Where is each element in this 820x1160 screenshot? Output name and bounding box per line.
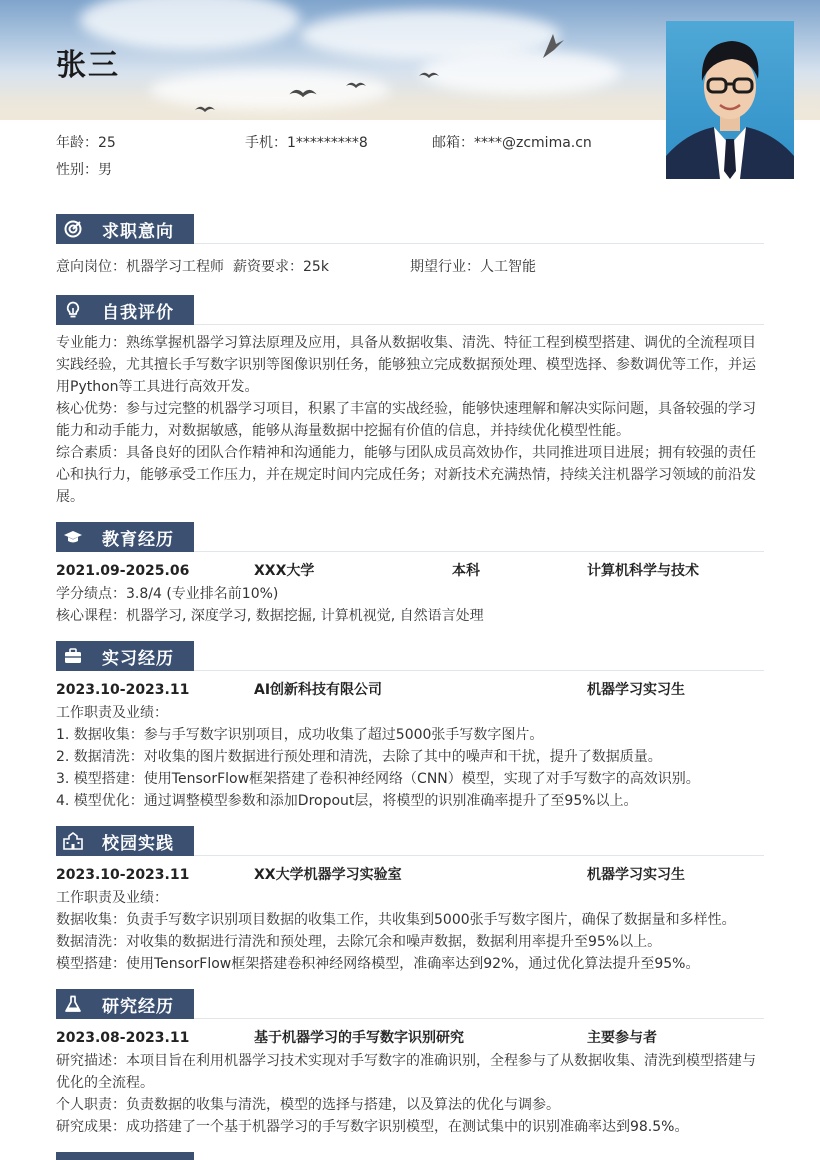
campus-date: 2023.10-2023.11 bbox=[56, 867, 190, 883]
flask-icon bbox=[58, 995, 88, 1013]
section-title: 求职意向 bbox=[102, 221, 174, 242]
internship-role: 机器学习实习生 bbox=[587, 682, 685, 698]
company-name: AI创新科技有限公司 bbox=[254, 682, 383, 698]
section-title: 教育经历 bbox=[102, 529, 174, 550]
education-date: 2021.09-2025.06 bbox=[56, 563, 190, 579]
section-header-education bbox=[56, 522, 194, 552]
section-header-campus bbox=[56, 826, 194, 856]
research-project: 基于机器学习的手写数字识别研究 bbox=[254, 1030, 464, 1046]
gpa-line: 学分绩点：3.8/4 (专业排名前10%) bbox=[56, 586, 279, 602]
school-building-icon bbox=[58, 832, 88, 850]
text-line: 3. 模型搭建：使用TensorFlow框架搭建了卷积神经网络（CNN）模型，实现了对手写数字的高效识别。 bbox=[56, 771, 700, 787]
section-divider bbox=[56, 551, 764, 552]
email-info: 邮箱：****@zcmima.cn bbox=[432, 135, 592, 151]
section-header-research bbox=[56, 989, 194, 1019]
text-line: 用Python等工具进行高效开发。 bbox=[56, 379, 259, 395]
bird-icon bbox=[418, 70, 440, 80]
gender-info: 性别：男 bbox=[56, 162, 112, 178]
intended-position: 意向岗位：机器学习工程师 bbox=[56, 259, 224, 275]
text-line: 能力和动手能力，对数据敏感，能够从海量数据中挖掘有价值的信息，并持续优化模型性能。 bbox=[56, 423, 630, 439]
section-title: 自我评价 bbox=[102, 302, 174, 323]
section-title: 校园实践 bbox=[102, 833, 174, 854]
lightbulb-icon bbox=[58, 301, 88, 319]
campus-org: XX大学机器学习实验室 bbox=[254, 867, 402, 883]
text-line: 2. 数据清洗：对收集的图片数据进行预处理和清洗，去除了其中的噪声和干扰，提升了数据质量。 bbox=[56, 749, 662, 765]
profile-photo bbox=[666, 21, 794, 179]
section-divider bbox=[56, 855, 764, 856]
section-divider bbox=[56, 324, 764, 325]
text-line: 模型搭建：使用TensorFlow框架搭建卷积神经网络模型，准确率达到92%，通过优化算法提升至95%。 bbox=[56, 956, 700, 972]
text-line: 核心优势：参与过完整的机器学习项目，积累了丰富的实战经验，能够快速理解和解决实际问题，具备较强的学习 bbox=[56, 401, 756, 417]
text-line: 综合素质：具备良好的团队合作精神和沟通能力，能够与团队成员高效协作，共同推进项目进展；拥有较强的责任 bbox=[56, 445, 756, 461]
text-line: 实践经验，尤其擅长手写数字识别等图像识别任务，能够独立完成数据预处理、模型选择、参数调优等工作，并运 bbox=[56, 357, 756, 373]
text-line: 心和执行力，能够承受工作压力，并在规定时间内完成任务；对新技术充满热情，持续关注机器学习领域的前沿发 bbox=[56, 467, 756, 483]
internship-date: 2023.10-2023.11 bbox=[56, 682, 190, 698]
phone-info: 手机：1*********8 bbox=[245, 135, 368, 151]
expected-industry: 期望行业：人工智能 bbox=[410, 259, 536, 275]
internship-details bbox=[56, 702, 766, 812]
research-date: 2023.08-2023.11 bbox=[56, 1030, 190, 1046]
text-line: 数据收集：负责手写数字识别项目数据的收集工作，共收集到5000张手写数字图片，确保了数据量和多样性。 bbox=[56, 912, 736, 928]
text-line: 工作职责及业绩： bbox=[56, 890, 168, 906]
section-header-intention bbox=[56, 214, 194, 244]
text-line: 研究成果：成功搭建了一个基于机器学习的手写数字识别模型，在测试集中的识别准确率达到98.5%。 bbox=[56, 1119, 689, 1135]
text-line: 1. 数据收集：参与手写数字识别项目，成功收集了超过5000张手写数字图片。 bbox=[56, 727, 544, 743]
bird-icon bbox=[540, 30, 566, 60]
text-line: 4. 模型优化：通过调整模型参数和添加Dropout层，将模型的识别准确率提升了至95%以上。 bbox=[56, 793, 638, 809]
self-eval-text bbox=[56, 332, 766, 508]
bird-icon bbox=[288, 86, 318, 100]
salary-expectation: 薪资要求：25k bbox=[233, 259, 329, 275]
courses-line: 核心课程：机器学习, 深度学习, 数据挖掘, 计算机视觉, 自然语言处理 bbox=[56, 608, 484, 624]
campus-role: 机器学习实习生 bbox=[587, 867, 685, 883]
text-line: 工作职责及业绩： bbox=[56, 705, 168, 721]
section-header-partial bbox=[56, 1152, 194, 1160]
text-line: 优化的全流程。 bbox=[56, 1075, 154, 1091]
section-header-self-eval bbox=[56, 295, 194, 325]
bird-icon bbox=[345, 80, 367, 90]
graduation-cap-icon bbox=[58, 528, 88, 546]
section-divider bbox=[56, 1018, 764, 1019]
text-line: 数据清洗：对收集的数据进行清洗和预处理，去除冗余和噪声数据，数据利用率提升至95%以上。 bbox=[56, 934, 662, 950]
section-header-internship bbox=[56, 641, 194, 671]
bird-icon bbox=[194, 104, 216, 114]
degree: 本科 bbox=[452, 563, 480, 579]
avatar-illustration bbox=[666, 21, 794, 179]
text-line: 展。 bbox=[56, 489, 84, 505]
major: 计算机科学与技术 bbox=[587, 563, 699, 579]
candidate-name: 张三 bbox=[56, 48, 120, 83]
age-info: 年龄：25 bbox=[56, 135, 116, 151]
research-details bbox=[56, 1050, 766, 1138]
text-line: 个人职责：负责数据的收集与清洗，模型的选择与搭建，以及算法的优化与调参。 bbox=[56, 1097, 560, 1113]
school-name: XXX大学 bbox=[254, 563, 315, 579]
research-role: 主要参与者 bbox=[587, 1030, 657, 1046]
cloud-decoration bbox=[150, 70, 390, 110]
cloud-decoration bbox=[420, 50, 620, 95]
text-line: 研究描述：本项目旨在利用机器学习技术实现对手写数字的准确识别，全程参与了从数据收集、清洗到模型搭建与 bbox=[56, 1053, 756, 1069]
campus-details bbox=[56, 887, 766, 975]
section-title: 实习经历 bbox=[102, 648, 174, 669]
briefcase-icon bbox=[58, 648, 88, 664]
target-icon bbox=[58, 220, 88, 238]
section-divider bbox=[56, 243, 764, 244]
section-title: 研究经历 bbox=[102, 996, 174, 1017]
section-divider bbox=[56, 670, 764, 671]
text-line: 专业能力：熟练掌握机器学习算法原理及应用，具备从数据收集、清洗、特征工程到模型搭建、调优的全流程项目 bbox=[56, 335, 756, 351]
